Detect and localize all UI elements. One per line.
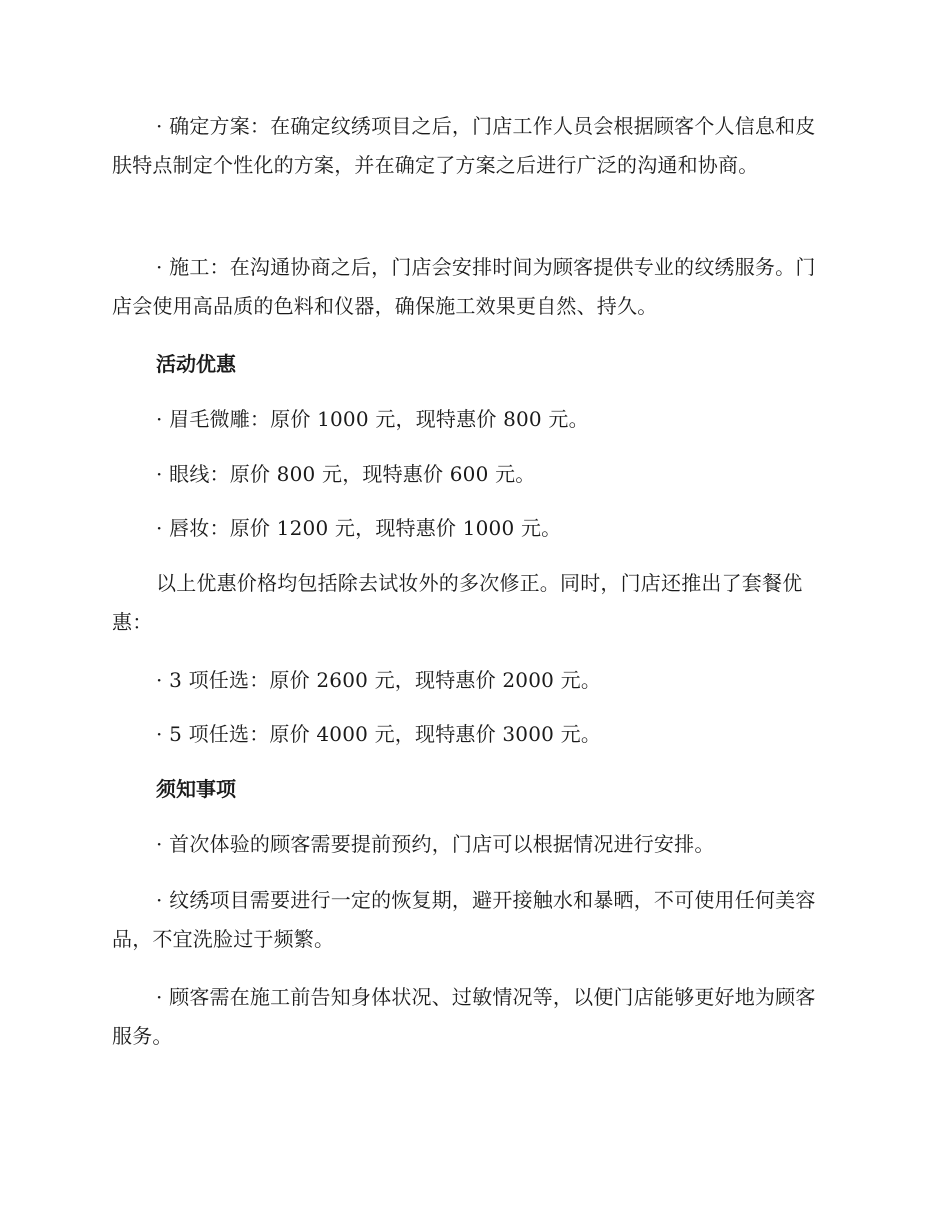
paragraph-construction: · 施工：在沟通协商之后，门店会安排时间为顾客提供专业的纹绣服务。门店会使用高品质的色料和仪器，确保施工效果更自然、持久。 bbox=[112, 255, 816, 318]
heading-promotions: 活动优惠 bbox=[156, 352, 236, 376]
package-item-5: · 5 项任选：原价 4000 元，现特惠价 3000 元。 bbox=[156, 722, 602, 746]
package-item-3: · 3 项任选：原价 2600 元，现特惠价 2000 元。 bbox=[156, 668, 602, 692]
heading-notice: 须知事项 bbox=[156, 777, 236, 801]
paragraph-plan: · 确定方案：在确定纹绣项目之后，门店工作人员会根据顾客个人信息和皮肤特点制定个性化的方案，并在确定了方案之后进行广泛的沟通和协商。 bbox=[112, 114, 816, 177]
promotion-item-lip: · 唇妆：原价 1200 元，现特惠价 1000 元。 bbox=[156, 516, 562, 540]
notice-item-recovery: · 纹绣项目需要进行一定的恢复期，避开接触水和暴晒，不可使用任何美容品，不宜洗脸过于频繁。 bbox=[112, 888, 816, 951]
paragraph-package-intro: 以上优惠价格均包括除去试妆外的多次修正。同时，门店还推出了套餐优惠： bbox=[112, 571, 803, 634]
notice-item-health: · 顾客需在施工前告知身体状况、过敏情况等，以便门店能够更好地为顾客服务。 bbox=[112, 985, 816, 1048]
notice-item-appointment: · 首次体验的顾客需要提前预约，门店可以根据情况进行安排。 bbox=[156, 832, 715, 856]
promotion-item-eyebrow: · 眉毛微雕：原价 1000 元，现特惠价 800 元。 bbox=[156, 407, 589, 431]
promotion-item-eyeliner: · 眼线：原价 800 元，现特惠价 600 元。 bbox=[156, 462, 536, 486]
